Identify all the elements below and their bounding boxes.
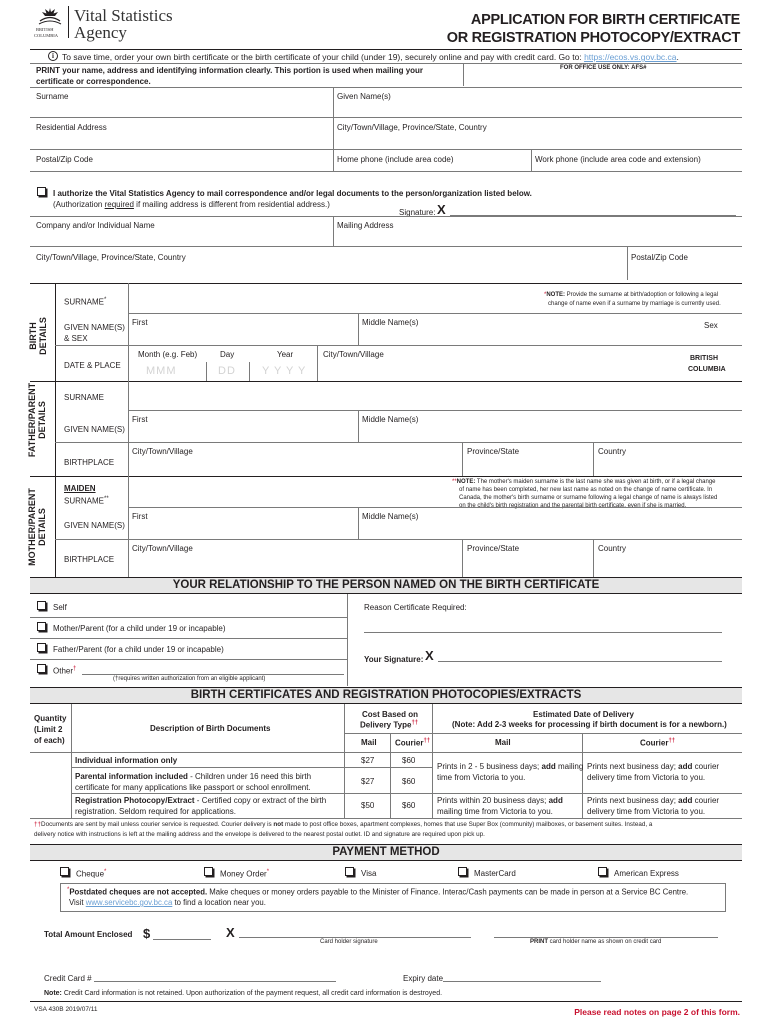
postal-code-label: Postal/Zip Code	[36, 155, 93, 164]
courier-est-header: Courier††	[640, 738, 676, 748]
col-divider	[333, 216, 334, 246]
courier-est-2b: delivery time from Victoria to you.	[587, 807, 706, 816]
office-divider	[463, 63, 464, 86]
col-divider	[333, 87, 334, 171]
father-city-label: City/Town/Village	[132, 447, 193, 456]
father-surname-label: SURNAME	[64, 393, 105, 402]
col-divider	[390, 733, 391, 818]
col-divider	[358, 507, 359, 539]
maiden-note-2: of name has been completed, her new last name as noted on the change of name certificate. In	[459, 487, 713, 493]
logo-divider	[68, 6, 69, 38]
row-rule	[344, 733, 742, 734]
col-divider	[128, 476, 129, 579]
courier-est-2a: Prints next business day; add courier	[587, 796, 720, 805]
reason-label: Reason Certificate Required:	[364, 603, 467, 612]
authorize-label: I authorize the Vital Statistics Agency to mail correspondence and/or legal documents to the person/organization listed below.	[53, 189, 532, 198]
province-bc-1: BRITISH	[690, 355, 718, 362]
signature-x: X	[437, 202, 446, 217]
col-divider	[627, 246, 628, 280]
credit-card-line[interactable]	[94, 981, 336, 982]
authorization-note: (Authorization required if mailing address is different from residential address.)	[53, 200, 330, 209]
col-divider	[128, 283, 129, 381]
birth-given-label-1: GIVEN NAME(S)	[64, 323, 125, 332]
month-label: Month (e.g. Feb)	[138, 350, 198, 359]
year-label: Year	[277, 350, 294, 359]
estimate-header-1: Estimated Date of Delivery	[533, 710, 634, 719]
dollar-sign: $	[143, 926, 151, 941]
col-divider	[358, 313, 359, 345]
courier-footnote-1: ††Documents are sent by mail unless courier service is requested. Courier delivery is not made to post office boxes, apartment complexes, homes that use Super Box (community) mailboxes, or basement suites. Instead, a	[34, 821, 653, 828]
doc-row-desc-3b: registration. Seldom required for applications.	[75, 807, 236, 816]
doc-row-desc-1: Individual information only	[75, 756, 178, 765]
cardholder-signature-line[interactable]	[239, 937, 471, 938]
visa-checkbox[interactable]	[345, 867, 354, 876]
mother-details-side-label: MOTHER/PARENT DETAILS	[27, 488, 47, 566]
birth-given-label-2: & SEX	[64, 334, 88, 343]
birth-city-label: City/Town/Village	[323, 350, 384, 359]
expiry-label: Expiry date	[403, 974, 444, 983]
amex-label: American Express	[614, 869, 679, 878]
cardholder-x: X	[226, 925, 235, 940]
payment-note-2: Visit www.servicebc.gov.bc.ca to find a location near you.	[69, 898, 266, 907]
info-icon: i	[48, 51, 58, 61]
self-label: Self	[53, 603, 67, 612]
self-checkbox[interactable]	[37, 601, 46, 610]
row-rule	[128, 313, 742, 314]
total-amount-label: Total Amount Enclosed	[44, 930, 133, 939]
row-rule	[30, 117, 742, 118]
col-divider	[71, 704, 72, 818]
courier-est-1a: Prints next business day; add courier	[587, 762, 720, 771]
row-rule	[128, 507, 742, 508]
row-rule	[30, 617, 347, 618]
form-id: VSA 430B 2019/07/11	[34, 1006, 98, 1013]
section-rule	[30, 381, 742, 382]
servicebc-link[interactable]: www.servicebc.gov.bc.ca	[85, 898, 173, 907]
row-rule	[30, 149, 742, 150]
father-middle-label: Middle Name(s)	[362, 415, 419, 424]
side-divider	[55, 283, 56, 579]
father-details-side-label: FATHER/PARENT DETAILS	[27, 382, 47, 458]
col-divider	[249, 362, 250, 381]
print-instruction-1: PRINT your name, address and identifying information clearly. This portion is used when mailing your	[36, 66, 424, 75]
doc-row-courier-3: $60	[402, 801, 416, 810]
day-label: Day	[220, 350, 235, 359]
print-instruction-2: certificate or correspondence.	[36, 77, 151, 86]
your-signature-x: X	[425, 648, 434, 663]
year-field[interactable]: Y Y Y Y	[262, 365, 307, 377]
read-notes: Please read notes on page 2 of this form.	[574, 1007, 740, 1017]
mail-est-2a: Prints within 20 business days; add	[437, 796, 563, 805]
cost-header-1: Cost Based on	[362, 710, 419, 719]
date-place-label: DATE & PLACE	[64, 361, 121, 370]
bc-logo-icon	[36, 6, 64, 26]
col-divider	[432, 704, 433, 818]
doc-row-desc-2b: certificate for many applications like passport or school enrollment.	[75, 783, 311, 792]
day-field[interactable]: DD	[218, 365, 236, 377]
maiden-note-1: **NOTE: The mother's maiden surname is the last name she was given at birth, or if a legal change	[452, 479, 716, 485]
doc-row-courier-1: $60	[402, 756, 416, 765]
maiden-note-4: on the child's birth registration and the parental birth certificate, even if she is married.	[459, 503, 687, 509]
row-rule	[30, 818, 742, 819]
other-checkbox[interactable]	[37, 664, 46, 673]
province-bc-2: COLUMBIA	[688, 366, 726, 373]
money-order-checkbox[interactable]	[204, 867, 213, 876]
mother-birthplace-label: BIRTHPLACE	[64, 555, 115, 564]
col-divider	[358, 410, 359, 442]
row-rule	[30, 752, 742, 753]
doc-row-mail-3: $50	[361, 801, 375, 810]
father-first-label: First	[132, 415, 148, 424]
city-province-country-label-2: City/Town/Village, Province/State, Country	[36, 253, 186, 262]
birth-details-side-label: BIRTH DETAILS	[28, 317, 48, 355]
authorize-checkbox[interactable]	[37, 187, 46, 196]
birth-first-label: First	[132, 318, 148, 327]
row-rule	[55, 345, 742, 346]
father-parent-label: Father/Parent (for a child under 19 or incapable)	[53, 645, 224, 654]
documents-section-title: BIRTH CERTIFICATES AND REGISTRATION PHOTOCOPIES/EXTRACTS	[30, 687, 742, 704]
surname-note-2: change of name even if a surname by marriage is currently used.	[548, 301, 721, 307]
mother-city-label: City/Town/Village	[132, 544, 193, 553]
mother-parent-label: Mother/Parent (for a child under 19 or incapable)	[53, 624, 226, 633]
cardholder-signature-label: Card holder signature	[320, 939, 378, 945]
cheque-label: Cheque*	[76, 869, 107, 879]
quantity-header-1: Quantity	[34, 714, 67, 723]
office-use-label: FOR OFFICE USE ONLY: AFS#	[560, 65, 647, 71]
father-parent-checkbox[interactable]	[37, 643, 46, 652]
month-field[interactable]: MMM	[146, 365, 177, 377]
col-divider	[462, 442, 463, 476]
payment-section-title: PAYMENT METHOD	[30, 844, 742, 861]
row-rule	[55, 539, 742, 540]
other-label: Other†	[53, 666, 77, 676]
section-rule	[30, 1001, 742, 1002]
your-signature-line[interactable]	[438, 661, 722, 662]
row-rule	[71, 793, 742, 794]
residential-address-label: Residential Address	[36, 123, 107, 132]
courier-footnote-2: delivery notice with instructions is left at the mailing address and the envelope is delivered to the nearest postal outlet. ID and signature are required upon pick up.	[34, 831, 485, 838]
credit-card-label: Credit Card #	[44, 974, 92, 983]
cheque-checkbox[interactable]	[60, 867, 69, 876]
col-divider	[317, 345, 318, 381]
mail-est-2b: mailing time from Victoria to you.	[437, 807, 553, 816]
given-names-label: Given Name(s)	[337, 92, 391, 101]
agency-name-line1: Vital Statistics	[74, 6, 173, 25]
logo-line1: BRITISH	[36, 27, 54, 32]
cardholder-name-label: PRINT card holder name as shown on credit card	[530, 939, 662, 945]
col-divider	[593, 442, 594, 476]
your-signature-label: Your Signature:	[364, 655, 424, 664]
col-divider	[462, 539, 463, 579]
row-rule	[71, 767, 432, 768]
father-country-label: Country	[598, 447, 627, 456]
postal-code-label-2: Postal/Zip Code	[631, 253, 688, 262]
home-phone-label: Home phone (include area code)	[337, 155, 454, 164]
online-info: To save time, order your own birth certificate or the birth certificate of your child (under 19), securely online and pay with credit card. Go to: https://ecos.vs.gov.bc.ca.	[62, 52, 679, 62]
birth-middle-label: Middle Name(s)	[362, 318, 419, 327]
mother-given-label: GIVEN NAME(S)	[64, 521, 125, 530]
doc-row-desc-3: Registration Photocopy/Extract - Certified copy or extract of the birth	[75, 796, 327, 805]
row-rule	[55, 442, 742, 443]
relationship-section-title: YOUR RELATIONSHIP TO THE PERSON NAMED ON THE BIRTH CERTIFICATE	[30, 577, 742, 594]
section-rule	[30, 283, 742, 284]
mother-province-label: Province/State	[467, 544, 520, 553]
col-divider	[347, 594, 348, 686]
signature-label: Signature:	[399, 208, 436, 217]
row-rule	[30, 171, 742, 172]
father-given-label: GIVEN NAME(S)	[64, 425, 125, 434]
payment-note-1: *Postdated cheques are not accepted. Make cheques or money orders payable to the Minister of Finance. Interac/Cash payments can be made in person at a Service BC Centre.	[67, 887, 689, 897]
logo-line2: COLUMBIA	[34, 33, 59, 38]
quantity-header-3: of each)	[34, 736, 65, 745]
mother-middle-label: Middle Name(s)	[362, 512, 419, 521]
other-line[interactable]	[82, 674, 344, 675]
mother-parent-checkbox[interactable]	[37, 622, 46, 631]
mail-cost-header: Mail	[361, 738, 377, 747]
other-note: (†requires written authorization from an eligible applicant)	[113, 676, 266, 682]
col-divider	[582, 733, 583, 818]
quantity-header-2: (Limit 2	[34, 725, 63, 734]
mother-country-label: Country	[598, 544, 627, 553]
doc-row-mail-2: $27	[361, 777, 375, 786]
courier-est-1b: delivery time from Victoria to you.	[587, 773, 706, 782]
total-amount-line[interactable]	[153, 939, 211, 940]
city-province-country-label: City/Town/Village, Province/State, Country	[337, 123, 487, 132]
birth-surname-label: SURNAME*	[64, 297, 107, 307]
money-order-label: Money Order*	[220, 869, 270, 879]
doc-row-mail-1: $27	[361, 756, 375, 765]
doc-row-courier-2: $60	[402, 777, 416, 786]
col-divider	[128, 381, 129, 476]
col-divider	[206, 362, 207, 381]
birth-sex-label: Sex	[704, 321, 718, 330]
agency-name-line2: Agency	[74, 23, 127, 42]
mailing-address-label: Mailing Address	[337, 221, 394, 230]
row-rule	[30, 63, 742, 64]
father-province-label: Province/State	[467, 447, 520, 456]
col-divider	[344, 704, 345, 818]
description-header: Description of Birth Documents	[150, 724, 271, 733]
col-divider	[593, 539, 594, 579]
form-title-line2: OR REGISTRATION PHOTOCOPY/EXTRACT	[446, 30, 740, 46]
cardholder-name-line[interactable]	[494, 937, 718, 938]
estimate-header-2: (Note: Add 2-3 weeks for processing if birth document is for a newborn.)	[452, 720, 727, 729]
mail-est-1b: time from Victoria to you.	[437, 773, 526, 782]
row-rule	[128, 410, 742, 411]
header-rule	[30, 49, 742, 50]
visa-label: Visa	[361, 869, 377, 878]
mail-est-header: Mail	[495, 738, 511, 747]
credit-card-note: Note: Credit Card information is not retained. Upon authorization of the payment request, all credit card information is destroyed.	[44, 990, 443, 997]
row-rule	[30, 87, 742, 88]
row-rule	[30, 216, 742, 217]
col-divider	[531, 149, 532, 171]
doc-row-desc-2: Parental information included - Children under 16 need this birth	[75, 772, 312, 781]
row-rule	[30, 659, 347, 660]
maiden-note-3: Canada, the mother's birth surname or surname following a legal change of name is always listed	[459, 495, 718, 501]
father-birthplace-label: BIRTHPLACE	[64, 458, 115, 467]
row-rule	[30, 246, 742, 247]
mastercard-label: MasterCard	[474, 869, 516, 878]
mail-est-1a: Prints in 2 - 5 business days; add mailing	[437, 762, 584, 771]
mastercard-checkbox[interactable]	[458, 867, 467, 876]
expiry-line[interactable]	[443, 981, 601, 982]
surname-note-1: *NOTE: Provide the surname at birth/adoption or following a legal	[544, 292, 719, 298]
work-phone-label: Work phone (include area code and extension)	[535, 155, 701, 164]
form-title-line1: APPLICATION FOR BIRTH CERTIFICATE	[470, 12, 740, 28]
amex-checkbox[interactable]	[598, 867, 607, 876]
mother-first-label: First	[132, 512, 148, 521]
reason-line[interactable]	[364, 632, 722, 633]
mother-surname-label: SURNAME**	[64, 496, 109, 506]
courier-cost-header: Courier††	[395, 738, 431, 748]
maiden-label: MAIDEN	[64, 484, 96, 493]
row-rule	[30, 638, 347, 639]
surname-label: Surname	[36, 92, 69, 101]
ecos-link[interactable]: https://ecos.vs.gov.bc.ca	[584, 52, 677, 62]
company-name-label: Company and/or Individual Name	[36, 221, 155, 230]
cost-header-2: Delivery Type††	[360, 720, 419, 730]
section-rule	[30, 476, 742, 477]
